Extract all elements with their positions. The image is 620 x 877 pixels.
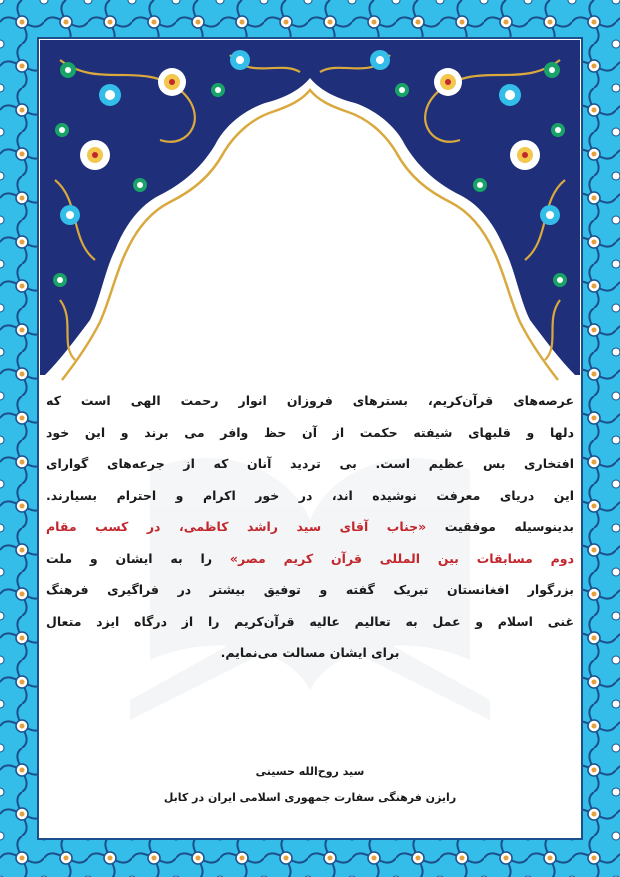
- body-line: دلها و قلبهای شیفته حکمت از آن حظ وافر می برند و این خود: [46, 424, 574, 440]
- body-text: را به ایشان و ملت: [46, 550, 213, 566]
- hadith-narrator: قال رسول الله صلی الله علیه وآله :: [213, 240, 407, 255]
- signature-name: سید روح‌الله حسینی: [255, 765, 365, 778]
- body-line: عرصه‌های قرآن‌کریم، بسترهای فروزان انوار رحمت الهی است که: [46, 393, 574, 408]
- hadith-translation-1: هنگامی که فتنه ها، هم چون پاره های شب تاریک، شما: [164, 305, 456, 320]
- body-text: بدینوسیله موفقیت: [444, 519, 574, 534]
- basmala-title: بسم الله الرحمن الرحیم: [185, 203, 435, 227]
- body-line: بزرگوار افغانستان تبریک گفته و توفیق بیشتر در فراگیری فرهنگ: [46, 582, 574, 597]
- highlight-text: «جناب آقای سید راشد کاظمی، در کسب مقام: [46, 519, 427, 534]
- highlight-text: دوم مسابقات بین المللی قرآن کریم مصر»: [229, 550, 574, 566]
- certificate-body: [46, 385, 574, 669]
- body-line: غنی اسلام و عمل به تعالیم عالیه قرآن‌کریم را از درگاه ایزد متعال: [46, 613, 574, 629]
- body-line: این دریای معرفت نوشیده اند، در خور اکرام و احترام بسیارند.: [46, 487, 574, 503]
- body-line: برای ایشان مسالت می‌نمایم.: [220, 645, 400, 660]
- hadith-arabic: اِذَا التَبَسَت عَلَیکمُ الفِتَنُ، کَقِطعِ الَّیلِ المُظلِمِ فَعَلَیکُم بِالقُرآنِ .: [148, 270, 472, 285]
- hadith-source: اصول کافی ج۲ص۴۵۹: [264, 363, 356, 374]
- signature-title: رایزن فرهنگی سفارت جمهوری اسلامی ایران در کابل: [163, 791, 457, 804]
- body-line: [46, 511, 574, 543]
- hadith-translation-2: را در خود پیچید، برشماست که به قرآن تمسک جویید.: [167, 336, 453, 351]
- body-line: افتخاری بس عظیم است. بی تردید آنان که از جرعه‌های گوارای: [46, 456, 574, 471]
- body-line: [46, 543, 574, 575]
